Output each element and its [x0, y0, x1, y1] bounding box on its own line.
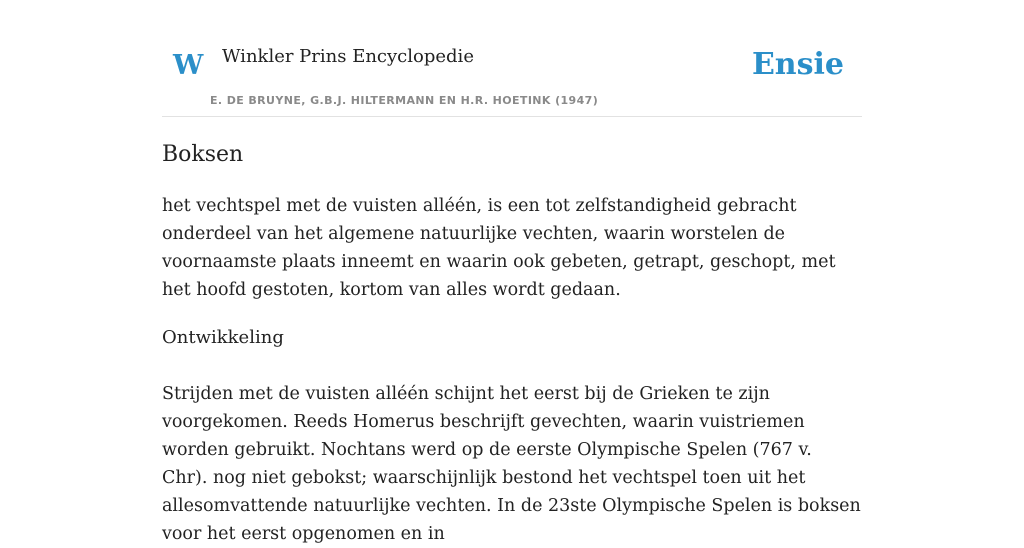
source-header	[162, 0, 862, 117]
source-logo: W	[173, 50, 204, 81]
section-heading: Ontwikkeling	[162, 327, 284, 348]
brand-logo-link[interactable]: Ensie	[751, 47, 844, 82]
article-content	[162, 140, 862, 548]
source-title[interactable]: Winkler Prins Encyclopedie	[222, 46, 474, 67]
source-authors: E. DE BRUYNE, G.B.J. HILTERMANN EN H.R. HOETINK (1947)	[210, 94, 599, 107]
section-body: Strijden met de vuisten alléén schijnt het eerst bij de Grieken te zijn voorgekomen. Reeds Homerus beschrijft gevechten, waarin vuistriemen worden gebruikt. Nochtans werd op de eerste Olympische Spelen (767 v. Chr). nog niet gebokst; waarschijnlijk bestond het vechtspel toen uit het allesomvattende natuurlijke vechten. In de 23ste Olympische Spelen is boksen voor het eerst opgenomen en in	[162, 384, 861, 544]
article-intro: het vechtspel met de vuisten alléén, is een tot zelfstandigheid gebracht onderdeel van het algemene natuurlijke vechten, waarin worstelen de voornaamste plaats inneemt en waarin ook gebeten, getrapt, geschopt, met het hoofd gestoten, kortom van alles wordt gedaan.	[162, 196, 836, 300]
article-title: Boksen	[162, 142, 244, 167]
